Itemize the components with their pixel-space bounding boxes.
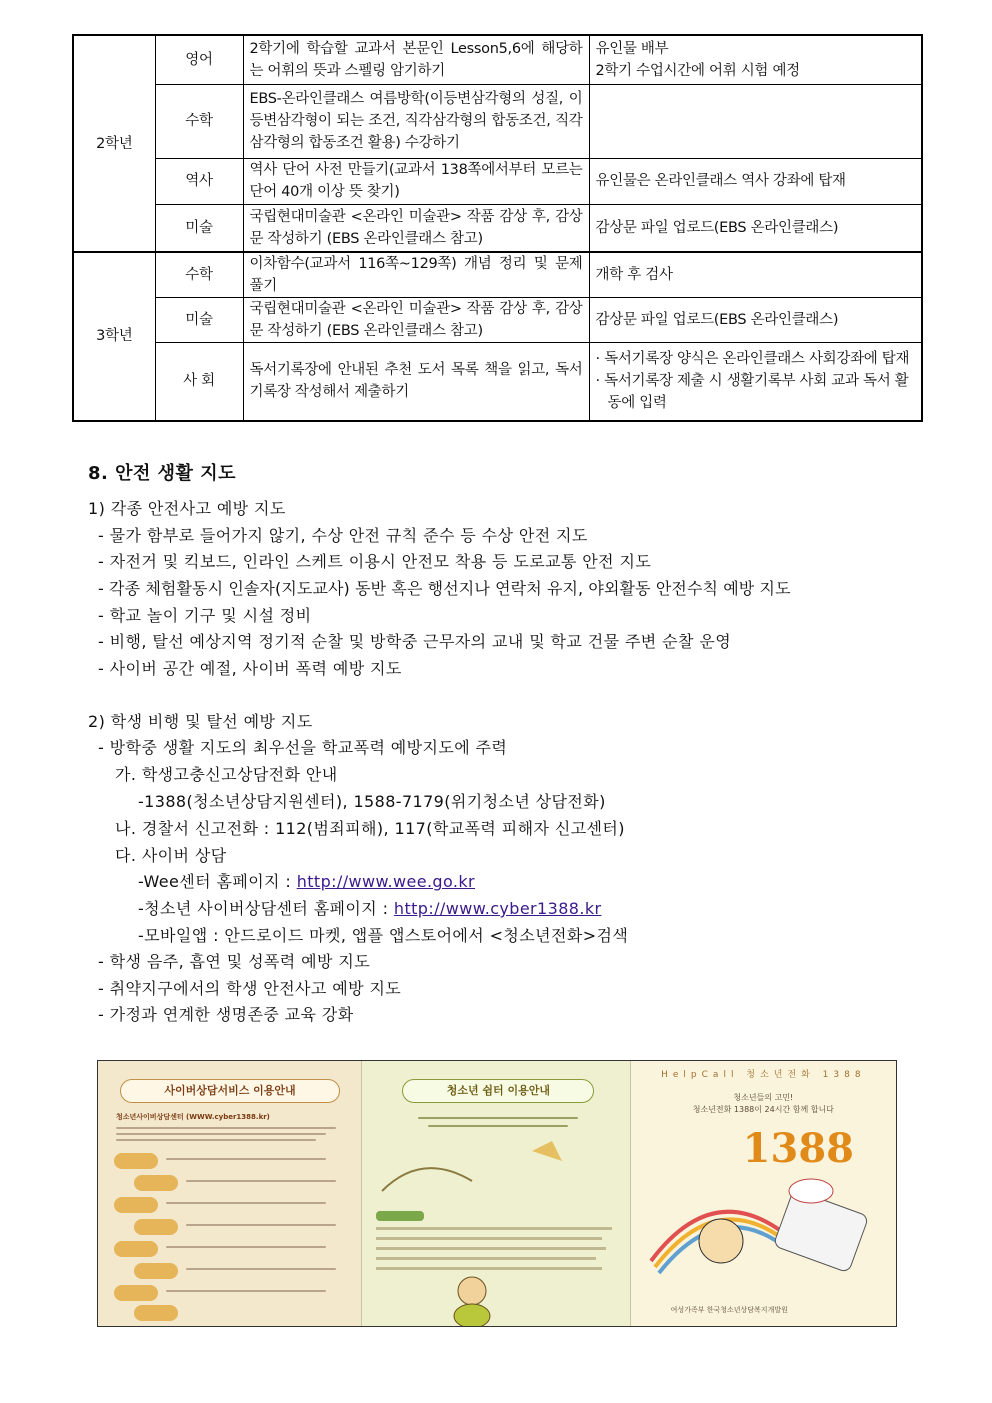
note-cell: 유인물은 온라인클래스 역사 강좌에 탑재 [589, 158, 922, 204]
subject-cell: 수학 [155, 84, 243, 158]
counseling-poster-image [97, 1060, 897, 1327]
badge-icon [134, 1305, 178, 1321]
panel-title: 사이버상담서비스 이용안내 [120, 1079, 340, 1103]
subject-cell: 사 회 [155, 343, 243, 421]
list-item: - 학교 놀이 기구 및 시설 정비 [98, 606, 312, 625]
note-cell [589, 343, 922, 421]
list-item: - 가정과 연계한 생명존중 교육 강화 [98, 1005, 354, 1024]
grade-3-cell: 3학년 [73, 252, 155, 421]
list-item: - 자전거 및 킥보드, 인라인 스케트 이용시 안전모 착용 등 도로교통 안전 지도 [98, 552, 652, 571]
list-item: - 취약지구에서의 학생 안전사고 예방 지도 [98, 979, 402, 998]
task-cell: 이차함수(교과서 116쪽~129쪽) 개념 정리 및 문제 풀기 [243, 252, 589, 298]
shelter-illustration [362, 1131, 630, 1326]
subject-cell: 미술 [155, 298, 243, 343]
poster-panel-shelter [361, 1061, 629, 1326]
subsection-heading: 2) 학생 비행 및 탈선 예방 지도 [88, 712, 313, 731]
badge-icon [134, 1263, 178, 1279]
cyber-label: -청소년 사이버상담센터 홈페이지 : [138, 899, 394, 918]
grade-2-cell: 2학년 [73, 35, 155, 252]
sub-item: 나. 경찰서 신고전화 : 112(범죄피해), 117(학교폭력 피해자 신고센터) [115, 819, 625, 838]
badge-icon [114, 1285, 158, 1301]
note-cell [589, 35, 922, 84]
note-cell: 감상문 파일 업로드(EBS 온라인클래스) [589, 298, 922, 343]
helpline-number: 1388 [742, 1125, 854, 1172]
sub-item: 가. 학생고충신고상담전화 안내 [115, 765, 338, 784]
task-cell: 역사 단어 사전 만들기(교과서 138쪽에서부터 모르는 단어 40개 이상 뜻 찾기) [243, 158, 589, 204]
cyber1388-link[interactable]: http://www.cyber1388.kr [393, 899, 602, 918]
helpcall-header: HelpCall 청소년전화 1388 [661, 1070, 866, 1080]
sub-detail: -모바일앱 : 안드로이드 마켓, 앱플 앱스토어에서 <청소년전화>검색 [138, 926, 629, 945]
task-cell: 2학기에 학습할 교과서 본문인 Lesson5,6에 해당하는 어휘의 뜻과 스펠링 암기하기 [243, 35, 589, 84]
subsection-heading: 1) 각종 안전사고 예방 지도 [88, 499, 286, 518]
list-item: - 학생 음주, 흡연 및 성폭력 예방 지도 [98, 952, 371, 971]
list-item: - 사이버 공간 예절, 사이버 폭력 예방 지도 [98, 659, 402, 678]
badge-icon [114, 1153, 158, 1169]
subject-cell: 수학 [155, 252, 243, 298]
list-item: - 방학중 생활 지도의 최우선을 학교폭력 예방지도에 주력 [98, 738, 508, 757]
poster-footer: 여성가족부 한국청소년상담복지개발원 [670, 1306, 788, 1314]
list-item: - 물가 함부로 들어가지 않기, 수상 안전 규칙 준수 등 수상 안전 지도 [98, 526, 588, 545]
note-bullet: · 독서기록장 제출 시 생활기록부 사회 교과 독서 활동에 입력 [595, 373, 909, 412]
wee-label: -Wee센터 홈페이지 : [138, 872, 297, 891]
panel-subtitle: 청소년들의 고민! [733, 1093, 794, 1102]
sub-item: 다. 사이버 상담 [115, 846, 227, 865]
task-cell: 독서기록장에 안내된 추천 도서 목록 책을 읽고, 독서기록장 작성해서 제출하기 [243, 343, 589, 421]
panel-subtitle: 청소년사이버상담센터 (WWW.cyber1388.kr) [116, 1113, 270, 1121]
badge-icon [134, 1219, 178, 1235]
note-cell [589, 84, 922, 158]
badge-icon [114, 1197, 158, 1213]
note-cell: 감상문 파일 업로드(EBS 온라인클래스) [589, 204, 922, 252]
task-cell: EBS-온라인클래스 여름방학(이등변삼각형의 성질, 이등변삼각형이 되는 조건, 직각삼각형의 합동조건, 직각삼각형의 합동조건 활용) 수강하기 [243, 84, 589, 158]
panel-subtitle: 청소년전화 1388이 24시간 함께 합니다 [692, 1105, 834, 1114]
note-bullet: · 독서기록장 양식은 온라인클래스 사회강좌에 탑재 [595, 351, 910, 368]
kids-illustration [631, 1171, 897, 1301]
subject-cell: 미술 [155, 204, 243, 252]
badge-icon [134, 1175, 178, 1191]
panel-title: 청소년 쉼터 이용안내 [402, 1079, 594, 1103]
poster-panel-cyber [98, 1061, 361, 1326]
sub-detail: -1388(청소년상담지원센터), 1588-7179(위기청소년 상담전화) [138, 792, 606, 811]
sub-detail [138, 899, 602, 919]
section-title: 8. 안전 생활 지도 [88, 463, 236, 484]
sub-detail [138, 872, 475, 892]
note-cell: 개학 후 검사 [589, 252, 922, 298]
task-cell: 국립현대미술관 <온라인 미술관> 작품 감상 후, 감상문 작성하기 (EBS 온라인클래스 참고) [243, 204, 589, 252]
list-item: - 각종 체험활동시 인솔자(지도교사) 동반 혹은 행선지나 연락처 유지, 야외활동 안전수칙 예방 지도 [98, 579, 791, 598]
note-line: 유인물 배부 2학기 수업시간에 어휘 시험 예정 [595, 40, 800, 79]
homework-table [72, 34, 923, 422]
subject-cell: 역사 [155, 158, 243, 204]
wee-link[interactable]: http://www.wee.go.kr [296, 872, 476, 891]
badge-icon [114, 1241, 158, 1257]
subject-cell: 영어 [155, 35, 243, 84]
poster-panel-helpcall [630, 1061, 896, 1326]
list-item: - 비행, 탈선 예상지역 정기적 순찰 및 방학중 근무자의 교내 및 학교 건물 주변 순찰 운영 [98, 632, 732, 651]
task-cell: 국립현대미술관 <온라인 미술관> 작품 감상 후, 감상문 작성하기 (EBS 온라인클래스 참고) [243, 298, 589, 343]
